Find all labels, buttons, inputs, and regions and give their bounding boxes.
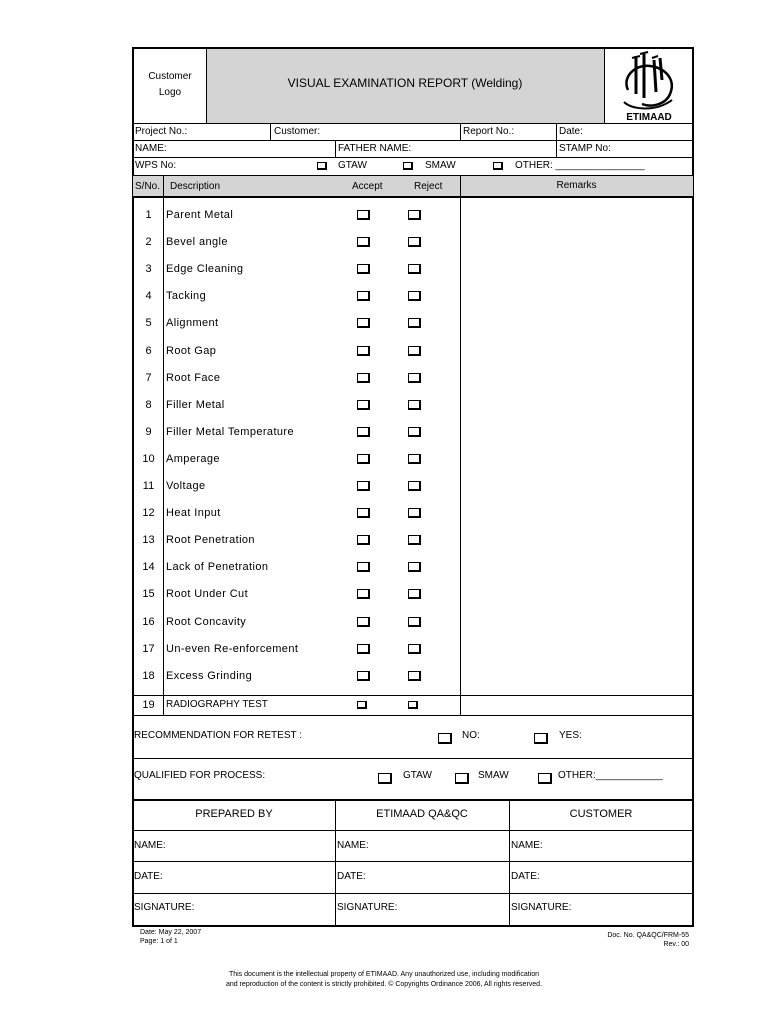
item-number: 4 <box>145 290 152 302</box>
item-description: Lack of Penetration <box>166 561 269 573</box>
retest-no-label: NO: <box>462 730 480 741</box>
item-number: 7 <box>145 372 152 384</box>
item-number: 16 <box>142 616 155 628</box>
item-accept-checkbox[interactable] <box>357 508 370 518</box>
item-number: 6 <box>145 345 152 357</box>
item-accept-checkbox[interactable] <box>357 400 370 410</box>
qualified-gtaw-checkbox[interactable] <box>378 773 392 784</box>
qualified-other-checkbox[interactable] <box>538 773 552 784</box>
item-accept-checkbox[interactable] <box>357 589 370 599</box>
item-number: 18 <box>142 670 155 682</box>
item-accept-checkbox[interactable] <box>357 346 370 356</box>
etimaad-logo <box>606 50 692 122</box>
item-number: 1 <box>145 209 152 221</box>
report-no-label: Report No.: <box>463 126 515 137</box>
sno-header: S/No. <box>135 181 161 192</box>
retest-yes-checkbox[interactable] <box>534 733 548 744</box>
item-accept-checkbox[interactable] <box>357 671 370 681</box>
item-reject-checkbox[interactable] <box>408 454 421 464</box>
smaw-label: SMAW <box>425 160 456 171</box>
item-number: 17 <box>142 643 155 655</box>
customer-label: Customer: <box>274 126 321 137</box>
stamp-no-label: STAMP No: <box>559 143 611 154</box>
copyright-notice-line2: and reproduction of the content is strictly prohibited. © Copyrights Ordinance 2006, All rights reserved. <box>225 981 543 988</box>
item-description: Filler Metal <box>166 399 225 411</box>
item-19-accept-checkbox[interactable] <box>357 701 367 709</box>
item-number: 15 <box>142 588 155 600</box>
prepared-date-label: DATE: <box>134 871 163 882</box>
item-description: Root Penetration <box>166 534 255 546</box>
item-description: Alignment <box>166 317 219 329</box>
qualified-smaw-label: SMAW <box>478 770 509 781</box>
item-accept-checkbox[interactable] <box>357 318 370 328</box>
item-number: 14 <box>142 561 155 573</box>
etimaad-signature-label: SIGNATURE: <box>337 902 398 913</box>
father-name-label: FATHER NAME: <box>338 143 412 154</box>
item-reject-checkbox[interactable] <box>408 427 421 437</box>
item-reject-checkbox[interactable] <box>408 617 421 627</box>
customer-name-label: NAME: <box>511 840 543 851</box>
project-no-label: Project No.: <box>135 126 188 137</box>
qualified-other-label: OTHER:____________ <box>558 770 663 781</box>
item-number: 10 <box>142 453 155 465</box>
item-reject-checkbox[interactable] <box>408 562 421 572</box>
item-number: 11 <box>142 480 155 492</box>
item-description: Root Concavity <box>166 616 247 628</box>
footer-page: Page: 1 of 1 <box>140 938 178 945</box>
item-reject-checkbox[interactable] <box>408 291 421 301</box>
item-accept-checkbox[interactable] <box>357 264 370 274</box>
item-accept-checkbox[interactable] <box>357 617 370 627</box>
etimaad-qaqc-header: ETIMAAD QA&QC <box>376 808 468 820</box>
item-reject-checkbox[interactable] <box>408 318 421 328</box>
customer-logo-placeholder: Customer Logo <box>148 71 192 98</box>
svg-text:ETIMAAD: ETIMAAD <box>626 112 672 122</box>
name-label: NAME: <box>135 143 167 154</box>
etimaad-name-label: NAME: <box>337 840 369 851</box>
other-checkbox[interactable] <box>493 162 503 170</box>
item-reject-checkbox[interactable] <box>408 589 421 599</box>
item-reject-checkbox[interactable] <box>408 671 421 681</box>
item-accept-checkbox[interactable] <box>357 454 370 464</box>
item-accept-checkbox[interactable] <box>357 210 370 220</box>
qualified-gtaw-label: GTAW <box>403 770 432 781</box>
item-description: Root Gap <box>166 345 217 357</box>
item-reject-checkbox[interactable] <box>408 400 421 410</box>
item-number: 13 <box>142 534 155 546</box>
item-description: Voltage <box>166 480 206 492</box>
item-accept-checkbox[interactable] <box>357 644 370 654</box>
item-description: Root Under Cut <box>166 588 249 600</box>
footer-doc-no: Doc. No. QA&QC/FRM-55 <box>607 932 689 939</box>
item-accept-checkbox[interactable] <box>357 535 370 545</box>
page-title: VISUAL EXAMINATION REPORT (Welding) <box>287 76 523 90</box>
etimaad-date-label: DATE: <box>337 871 366 882</box>
item-description: Un-even Re-enforcement <box>166 643 299 655</box>
item-reject-checkbox[interactable] <box>408 210 421 220</box>
footer-date: Date: May 22, 2007 <box>140 929 202 936</box>
prepared-signature-label: SIGNATURE: <box>134 902 195 913</box>
item-19-description: RADIOGRAPHY TEST <box>166 699 268 710</box>
item-reject-checkbox[interactable] <box>408 644 421 654</box>
item-reject-checkbox[interactable] <box>408 373 421 383</box>
item-number: 5 <box>145 317 152 329</box>
gtaw-checkbox[interactable] <box>317 162 327 170</box>
smaw-checkbox[interactable] <box>403 162 413 170</box>
reject-header: Reject <box>414 181 443 192</box>
item-accept-checkbox[interactable] <box>357 237 370 247</box>
item-accept-checkbox[interactable] <box>357 481 370 491</box>
other-label: OTHER: ________________ <box>515 160 645 171</box>
qualified-smaw-checkbox[interactable] <box>455 773 469 784</box>
item-reject-checkbox[interactable] <box>408 346 421 356</box>
item-reject-checkbox[interactable] <box>408 264 421 274</box>
customer-header: CUSTOMER <box>569 808 633 820</box>
footer-rev: Rev.: 00 <box>663 941 689 948</box>
item-reject-checkbox[interactable] <box>408 535 421 545</box>
item-reject-checkbox[interactable] <box>408 508 421 518</box>
item-number: 3 <box>145 263 152 275</box>
date-label: Date: <box>559 126 583 137</box>
qualified-label: QUALIFIED FOR PROCESS: <box>134 770 266 781</box>
retest-label: RECOMMENDATION FOR RETEST : <box>134 730 302 741</box>
item-number: 12 <box>142 507 155 519</box>
item-description: Root Face <box>166 372 221 384</box>
retest-yes-label: YES: <box>559 730 582 741</box>
item-reject-checkbox[interactable] <box>408 237 421 247</box>
item-description: Amperage <box>166 453 220 465</box>
copyright-notice-line1: This document is the intellectual property of ETIMAAD. Any unauthorized use, including modification <box>228 971 540 978</box>
retest-no-checkbox[interactable] <box>438 733 452 744</box>
customer-signature-label: SIGNATURE: <box>511 902 572 913</box>
item-number: 9 <box>145 426 152 438</box>
wps-no-label: WPS No: <box>135 160 177 171</box>
prepared-name-label: NAME: <box>134 840 166 851</box>
item-reject-checkbox[interactable] <box>408 481 421 491</box>
description-header: Description <box>170 181 221 192</box>
item-accept-checkbox[interactable] <box>357 562 370 572</box>
prepared-by-header: PREPARED BY <box>195 808 273 820</box>
item-description: Filler Metal Temperature <box>166 426 294 438</box>
item-description: Bevel angle <box>166 236 228 248</box>
item-description: Parent Metal <box>166 209 234 221</box>
item-accept-checkbox[interactable] <box>357 427 370 437</box>
item-number: 8 <box>145 399 152 411</box>
item-19-reject-checkbox[interactable] <box>408 701 418 709</box>
item-19-number: 19 <box>142 699 155 711</box>
item-number: 2 <box>145 236 152 248</box>
item-accept-checkbox[interactable] <box>357 373 370 383</box>
gtaw-label: GTAW <box>338 160 367 171</box>
item-description: Excess Grinding <box>166 670 253 682</box>
remarks-header: Remarks <box>556 180 597 191</box>
customer-date-label: DATE: <box>511 871 540 882</box>
item-description: Edge Cleaning <box>166 263 244 275</box>
item-description: Heat Input <box>166 507 221 519</box>
accept-header: Accept <box>352 181 383 192</box>
item-description: Tacking <box>166 290 207 302</box>
item-accept-checkbox[interactable] <box>357 291 370 301</box>
